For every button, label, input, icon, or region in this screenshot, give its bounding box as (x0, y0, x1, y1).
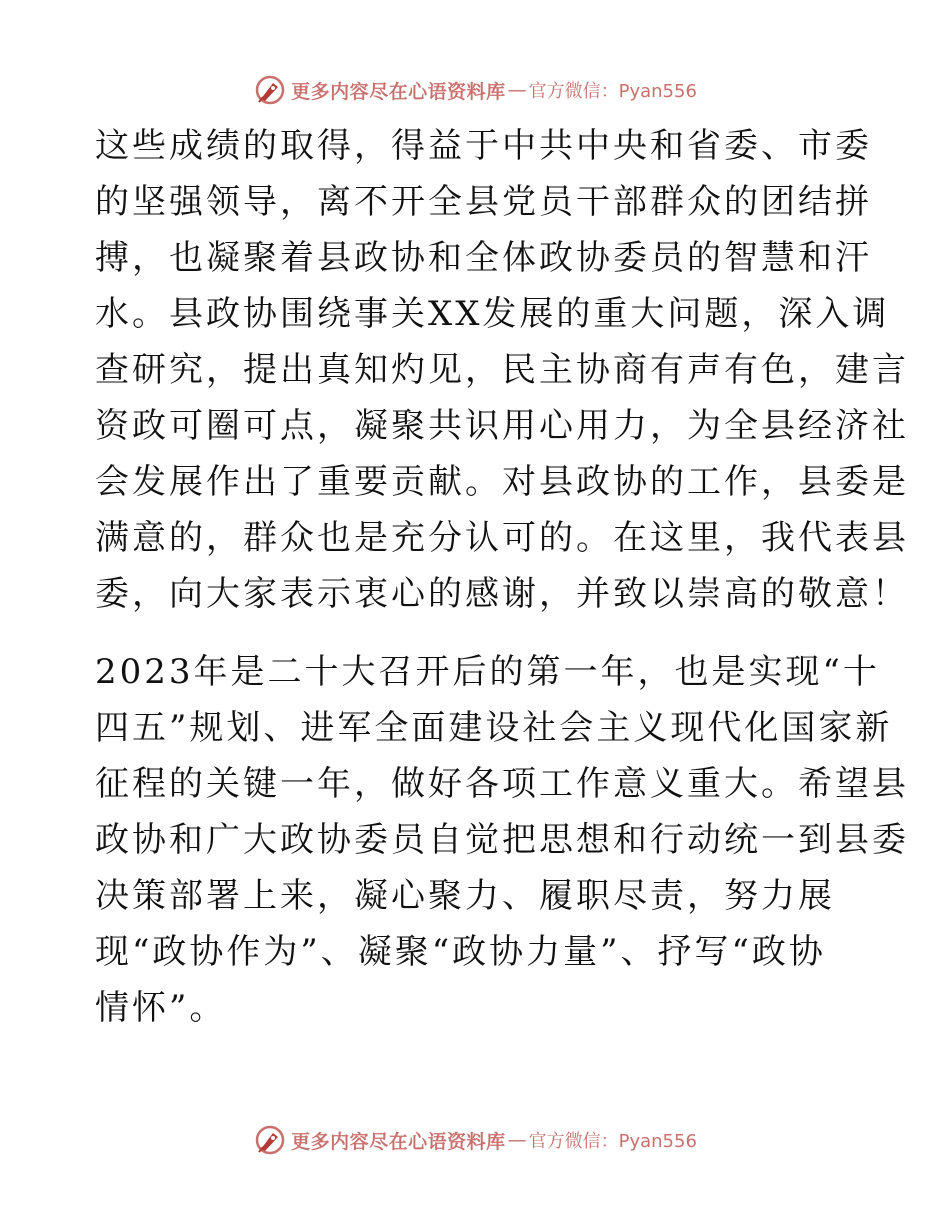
paragraph-1 (95, 118, 909, 622)
text-line: 征程的关键一年，做好各项工作意义重大。希望县 (95, 764, 909, 804)
text-line: 的坚强领导，离不开全县党员干部群众的团结拼 (95, 182, 872, 222)
banner-separator: — (507, 79, 527, 101)
text-line: 现“政协作为”、凝聚“政协力量”、抒写“政协 (95, 932, 826, 972)
header-banner (0, 70, 950, 110)
text-line: 水。县政协围绕事关XX发展的重大问题，深入调 (95, 294, 890, 334)
text-line: 查研究，提出真知灼见，民主协商有声有色，建言 (95, 350, 909, 390)
text-line: 搏，也凝聚着县政协和全体政协委员的智慧和汗 (95, 238, 872, 278)
banner-wechat: 官方微信：Pyan556 (528, 1131, 697, 1152)
text-line: 决策部署上来，凝心聚力、履职尽责，努力展 (95, 876, 835, 916)
banner-wechat: 官方微信：Pyan556 (528, 81, 697, 102)
text-line: 资政可圈可点，凝聚共识用心用力，为全县经济社 (95, 406, 909, 446)
paragraph-2 (95, 644, 909, 1036)
document-body (95, 118, 909, 1036)
text-line: 这些成绩的取得，得益于中共中央和省委、市委 (95, 126, 872, 166)
banner-brand: 更多内容尽在心语资料库 (291, 1130, 506, 1153)
pen-nib-circle-icon (253, 1123, 287, 1157)
pen-nib-circle-icon (253, 73, 287, 107)
text-line: 满意的，群众也是充分认可的。在这里，我代表县 (95, 518, 909, 558)
text-line: 2023年是二十大召开后的第一年，也是实现“十 (95, 652, 880, 692)
text-line: 委，向大家表示衷心的感谢，并致以崇高的敬意！ (95, 574, 909, 614)
text-line: 会发展作出了重要贡献。对县政协的工作，县委是 (95, 462, 909, 502)
footer-banner (0, 1120, 950, 1160)
banner-separator: — (507, 1129, 527, 1151)
text-line: 政协和广大政协委员自觉把思想和行动统一到县委 (95, 820, 909, 860)
banner-brand: 更多内容尽在心语资料库 (291, 80, 506, 103)
text-line: 情怀”。 (95, 988, 227, 1028)
paragraph-gap (95, 622, 855, 644)
text-line: 四五”规划、进军全面建设社会主义现代化国家新 (95, 708, 893, 748)
